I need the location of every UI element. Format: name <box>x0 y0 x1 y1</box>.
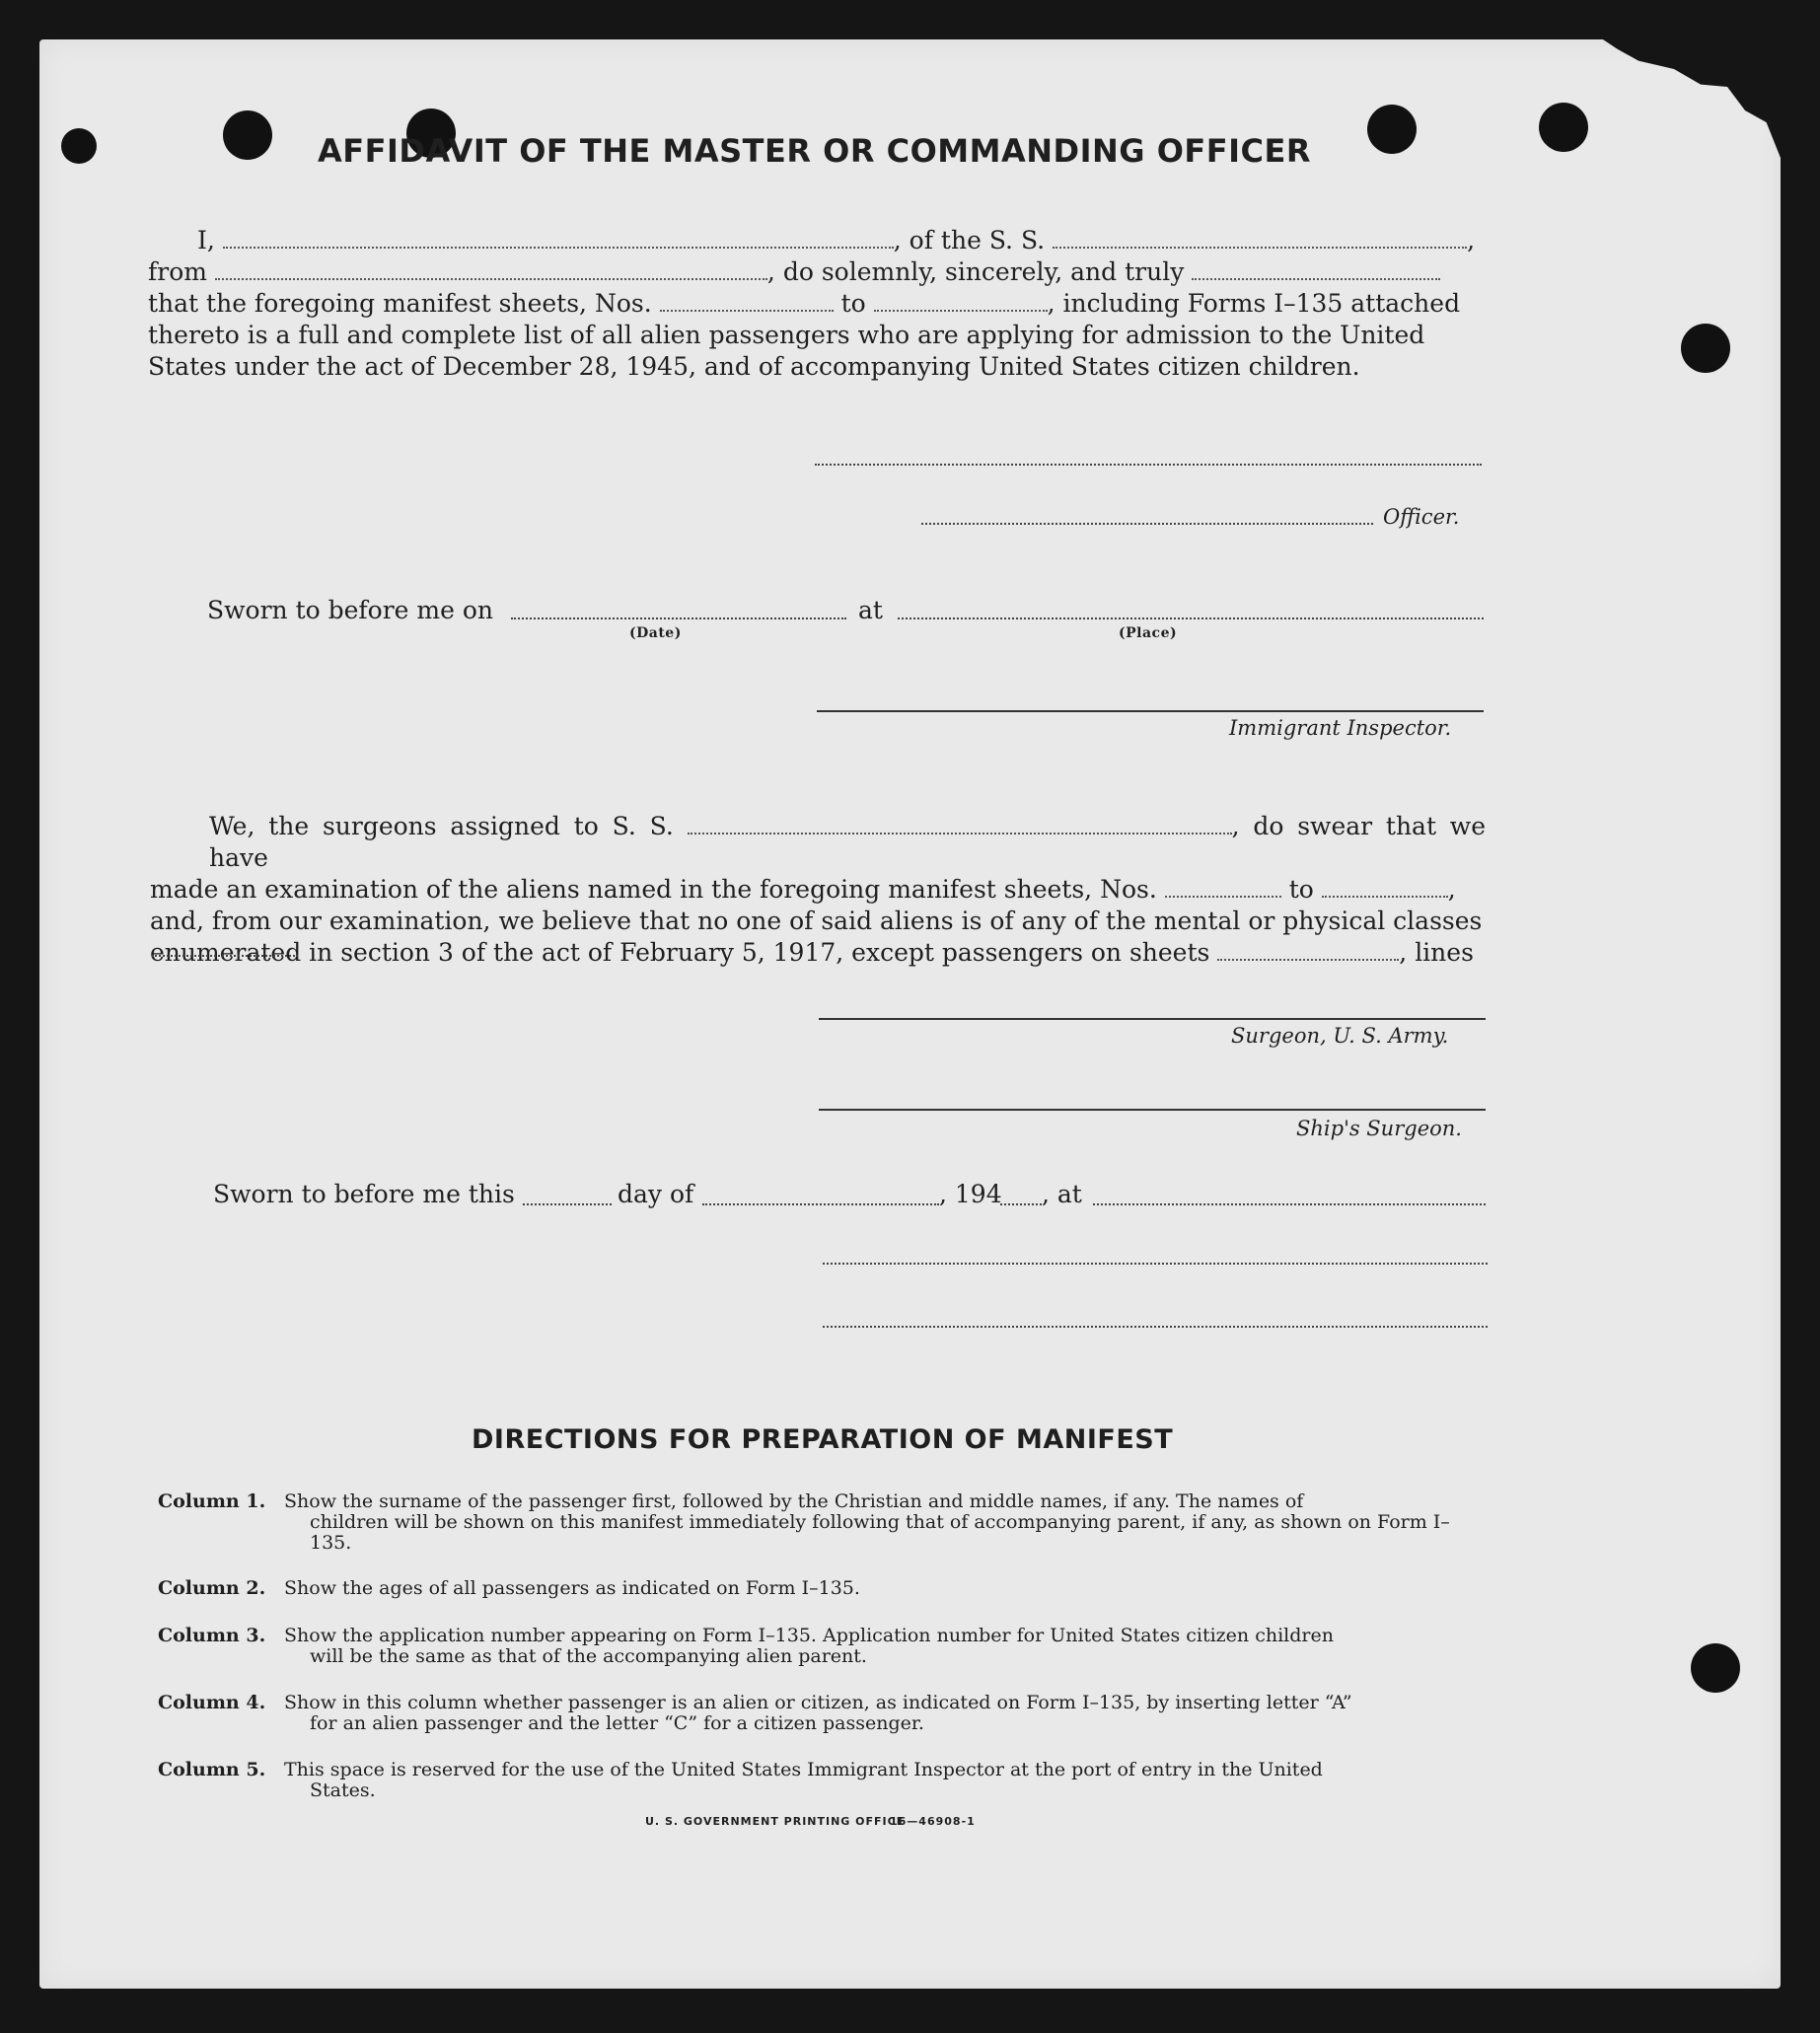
column-label: Column 1. <box>158 1490 266 1512</box>
ship-surgeon-label: Ship's Surgeon. <box>1296 1117 1462 1140</box>
date-label: (Date) <box>629 625 682 641</box>
text: Show in this column whether passenger is an alien or citizen, as indicated on Form I–135, by inserting letter “A” <box>284 1692 1352 1713</box>
army-surgeon-label: Surgeon, U. S. Army. <box>1231 1024 1449 1048</box>
text: , 194 <box>939 1180 1002 1208</box>
column-label: Column 5. <box>158 1759 266 1780</box>
form-code: 16—46908-1 <box>890 1815 976 1828</box>
direction-item <box>158 1693 1490 1734</box>
officer-signature-line[interactable] <box>823 1263 1488 1265</box>
surgeon-sheet-to-field[interactable] <box>1322 876 1448 898</box>
direction-item <box>158 1578 1490 1599</box>
punch-hole <box>1539 103 1588 152</box>
text: children will be shown on this manifest immediately following that of accompanying parent, if any, as shown on Form I–135. <box>310 1511 1450 1554</box>
officer-signature-line[interactable] <box>921 523 1373 525</box>
text: I, <box>197 226 215 254</box>
text: , <box>1447 875 1456 904</box>
text: This space is reserved for the use of the United States Immigrant Inspector at the port of entry in the United <box>284 1759 1323 1780</box>
year-field[interactable] <box>1000 1203 1042 1205</box>
text: thereto is a full and complete list of all alien passengers who are applying for admission to the United <box>148 321 1425 349</box>
text: from <box>148 257 207 286</box>
name-field[interactable] <box>223 227 894 249</box>
direction-item <box>158 1491 1490 1554</box>
directions-title: DIRECTIONS FOR PREPARATION OF MANIFEST <box>472 1424 1174 1455</box>
sheet-from-field[interactable] <box>660 290 834 312</box>
text: enumerated in section 3 of the act of February 5, 1917, except passengers on sheets <box>150 938 1210 967</box>
column-label: Column 4. <box>158 1692 266 1713</box>
inspector-signature-line[interactable] <box>817 710 1484 712</box>
army-surgeon-signature-line[interactable] <box>819 1018 1486 1020</box>
text: , do solemnly, sincerely, and truly <box>766 257 1185 286</box>
text: at <box>858 596 883 624</box>
text: States. <box>310 1779 376 1801</box>
text: Sworn to before me on <box>207 596 494 624</box>
surgeons-paragraph <box>150 811 1486 969</box>
text: , lines <box>1399 938 1474 967</box>
from-field[interactable] <box>215 258 767 280</box>
place-label: (Place) <box>1119 625 1178 641</box>
sheet-to-field[interactable] <box>874 290 1048 312</box>
signature-line[interactable] <box>815 464 1482 466</box>
oath-field[interactable] <box>1192 258 1440 280</box>
inspector-label: Immigrant Inspector. <box>1229 716 1452 740</box>
punch-hole <box>1681 324 1730 373</box>
punch-hole <box>1367 105 1417 154</box>
text: for an alien passenger and the letter “C” for a citizen passenger. <box>310 1712 924 1734</box>
printer-imprint: U. S. GOVERNMENT PRINTING OFFICE <box>645 1815 906 1828</box>
place-field[interactable] <box>898 617 1484 619</box>
text: We, the surgeons assigned to S. S. <box>209 812 674 840</box>
column-label: Column 2. <box>158 1577 266 1599</box>
text: to <box>840 289 866 318</box>
punch-hole <box>223 110 272 160</box>
column-label: Column 3. <box>158 1625 266 1646</box>
ship-surgeon-signature-line[interactable] <box>819 1109 1486 1111</box>
sworn-place-field[interactable] <box>1093 1203 1486 1205</box>
text: , of the S. S. <box>893 226 1046 254</box>
text: that the foregoing manifest sheets, Nos. <box>148 289 652 318</box>
text: will be the same as that of the accompanying alien parent. <box>310 1645 867 1667</box>
text: Show the application number appearing on Form I–135. Application number for United States citizen children <box>284 1625 1334 1646</box>
text: States under the act of December 28, 1945, and of accompanying United States citizen children. <box>148 352 1360 381</box>
text: , including Forms I–135 attached <box>1047 289 1461 318</box>
punch-hole <box>1691 1643 1740 1693</box>
text: day of <box>618 1180 694 1208</box>
text: Show the ages of all passengers as indicated on Form I–135. <box>284 1577 860 1599</box>
affidavit-paragraph: I, , of the S. S. , from , do solemnly, sincerely, and truly that the foregoing manifest sheets, Nos. to , including Forms I–135 attached thereto is a full and complete list of all alien passengers who are applying for admission to the United States under the act of December 28, 1945, and of accompanying United States citizen children. <box>148 225 1484 383</box>
text: Sworn to before me this <box>213 1180 515 1208</box>
surgeon-ship-field[interactable] <box>688 813 1232 835</box>
text: and, from our examination, we believe that no one of said aliens is of any of the mental or physical classes <box>150 907 1483 935</box>
punch-hole-partial <box>61 128 97 164</box>
text: made an examination of the aliens named in the foregoing manifest sheets, Nos. <box>150 875 1157 904</box>
surgeon-sheet-from-field[interactable] <box>1165 876 1281 898</box>
affidavit-title: AFFIDAVIT OF THE MASTER OR COMMANDING OFFICER <box>318 132 1311 170</box>
text: , do swear that we have <box>209 812 1486 872</box>
text: Show the surname of the passenger first, followed by the Christian and middle names, if any. The names of <box>284 1490 1304 1512</box>
ship-name-field[interactable] <box>1053 227 1467 249</box>
direction-item <box>158 1760 1490 1801</box>
day-field[interactable] <box>523 1203 612 1205</box>
text: , at <box>1042 1180 1082 1208</box>
date-field[interactable] <box>511 617 846 619</box>
month-field[interactable] <box>702 1203 939 1205</box>
except-sheets-field[interactable] <box>1217 939 1399 961</box>
officer-title-line[interactable] <box>823 1326 1488 1328</box>
officer-label: Officer. <box>1383 505 1460 529</box>
direction-item <box>158 1626 1490 1667</box>
text: to <box>1288 875 1314 904</box>
lines-field[interactable] <box>152 955 298 957</box>
sworn-statement-1 <box>207 596 493 624</box>
